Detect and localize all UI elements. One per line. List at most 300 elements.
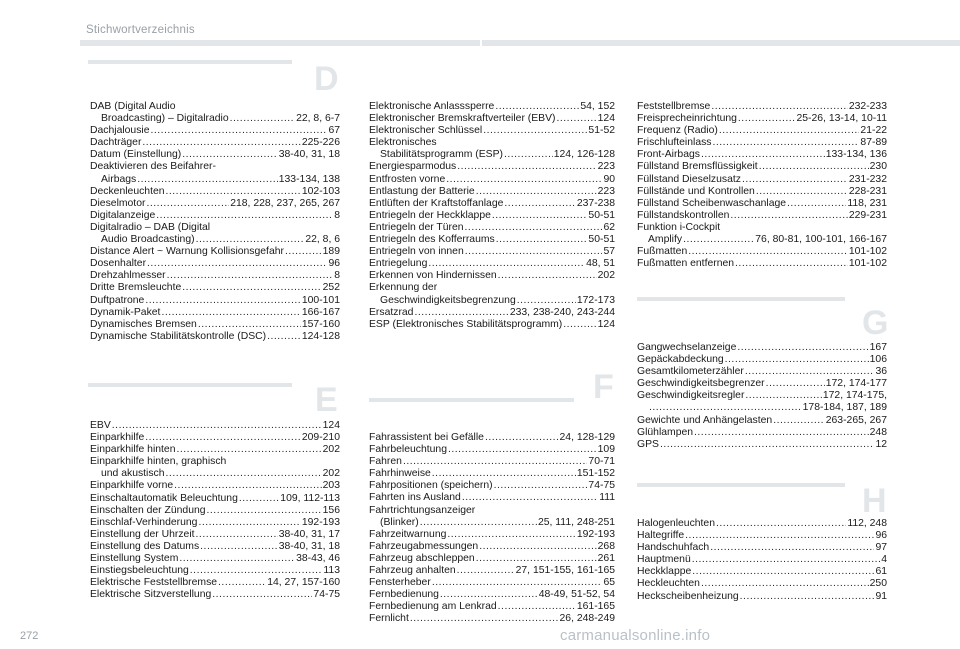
index-pages: 25-26, 13-14, 10-11 <box>796 113 887 125</box>
index-pages: 67 <box>328 125 340 137</box>
index-entry <box>369 258 615 270</box>
index-entry <box>369 270 615 282</box>
index-pages: 252 <box>322 282 340 294</box>
index-entry <box>637 113 887 125</box>
index-pages: 4 <box>881 554 887 566</box>
dot-leader <box>465 222 603 234</box>
index-entry <box>90 444 340 456</box>
section-h-list <box>637 518 887 603</box>
index-pages: 50-51 <box>588 209 615 221</box>
index-term: Fahrzeug anhalten <box>369 565 456 577</box>
index-term: Entriegeln des Kofferraums <box>369 234 495 246</box>
dot-leader <box>166 186 301 198</box>
section-h-rule <box>637 483 845 487</box>
dot-leader <box>161 307 300 319</box>
header-bar-left <box>80 40 480 46</box>
index-pages: 203 <box>322 480 340 492</box>
index-entry <box>369 198 615 210</box>
dot-leader <box>177 444 322 456</box>
index-pages: 48, 51 <box>586 258 615 270</box>
index-pages: 118, 231 <box>847 197 887 209</box>
index-entry <box>90 529 340 541</box>
dot-leader <box>179 553 295 565</box>
index-term: Fahrzeugabmessungen <box>369 540 479 552</box>
index-pages: 133-134, 136 <box>825 149 887 161</box>
index-pages: 209-210 <box>301 432 340 444</box>
index-term: Füllstand Bremsflüssigkeit <box>637 161 758 173</box>
dot-leader <box>738 113 796 125</box>
dot-leader <box>476 553 597 565</box>
dot-leader <box>457 565 515 577</box>
index-term: Fahrpositionen (speichern) <box>369 480 493 492</box>
dot-leader <box>137 174 278 186</box>
index-entry <box>637 518 887 530</box>
dot-leader <box>740 591 875 603</box>
index-term: Geschwindigkeitsbegrenzung <box>380 294 516 306</box>
index-term: Fensterheber <box>369 577 431 589</box>
dot-leader <box>403 456 587 468</box>
dot-leader <box>745 366 875 378</box>
dot-leader <box>494 480 588 492</box>
index-entry <box>369 456 615 468</box>
index-entry <box>369 125 615 137</box>
index-pages: 109, 112-113 <box>280 492 340 504</box>
index-entry <box>369 432 615 444</box>
index-pages: 25, 111, 248-251 <box>537 516 615 528</box>
index-term: Einstiegsbeleuchtung <box>90 565 189 577</box>
dot-leader <box>517 295 576 307</box>
index-pages: 124 <box>322 420 340 431</box>
index-entry <box>369 319 615 331</box>
index-entry <box>369 613 615 625</box>
dot-leader <box>190 565 323 577</box>
dot-leader <box>498 270 597 282</box>
index-pages: 166-167 <box>301 306 340 318</box>
index-term: Einschlaf-Verhinderung <box>90 516 198 528</box>
index-pages: 151-152 <box>576 468 615 480</box>
index-entry <box>90 113 340 125</box>
index-pages: 124 <box>597 113 615 125</box>
dot-leader <box>476 186 597 198</box>
dot-leader <box>730 210 847 222</box>
index-term: Dieselmotor <box>90 197 146 209</box>
index-entry <box>369 529 615 541</box>
index-pages: 172-173 <box>576 294 615 306</box>
section-f-list <box>369 432 615 626</box>
index-entry <box>90 295 340 307</box>
index-entry <box>90 270 340 282</box>
dot-leader <box>112 420 322 432</box>
index-term: Fernlicht <box>369 613 409 625</box>
index-entry <box>90 149 340 161</box>
index-term: Entriegeln von innen <box>369 246 464 258</box>
dot-leader <box>701 578 869 590</box>
index-pages: 8 <box>334 209 340 221</box>
index-pages: 237-238 <box>576 197 615 209</box>
index-entry <box>90 319 340 331</box>
index-entry <box>637 246 887 258</box>
index-term: Füllstände und Kontrollen <box>637 185 755 197</box>
index-entry <box>369 210 615 222</box>
index-entry <box>90 553 340 565</box>
index-term: Broadcasting) – Digitalradio <box>101 113 229 125</box>
index-term: Heckklappe <box>637 566 692 578</box>
index-term: ESP (Elektronisches Stabilitätsprogramm) <box>369 318 563 330</box>
index-entry <box>369 161 615 173</box>
index-entry <box>637 427 887 439</box>
index-entry <box>90 210 340 222</box>
index-entry <box>637 174 887 186</box>
dot-leader <box>267 331 301 343</box>
index-term: Halogenleuchten <box>637 518 715 529</box>
section-e-list <box>90 420 340 601</box>
index-term: Elektronische Anlasssperre <box>369 101 495 112</box>
index-term: Dritte Bremsleuchte <box>90 282 182 294</box>
index-entry <box>637 198 887 210</box>
index-entry <box>90 493 340 505</box>
index-pages: 233, 238-240, 243-244 <box>509 306 615 318</box>
index-pages: 192-193 <box>576 528 615 540</box>
index-pages: 38-43, 46 <box>296 553 340 565</box>
index-term: (Blinker) <box>380 516 419 528</box>
index-pages: 61 <box>875 566 887 578</box>
index-entry <box>369 307 615 319</box>
index-pages: 202 <box>322 468 340 480</box>
index-entry <box>369 186 615 198</box>
dot-leader <box>504 149 553 161</box>
index-entry <box>90 258 340 270</box>
dot-leader <box>713 137 860 149</box>
index-term: Handschuhfach <box>637 542 710 554</box>
index-entry <box>637 210 887 222</box>
dot-leader <box>182 282 321 294</box>
index-pages: 57 <box>603 246 615 258</box>
index-term: und akustisch <box>101 468 165 480</box>
index-pages: 50-51 <box>588 234 615 246</box>
index-entry <box>369 246 615 258</box>
dot-leader <box>414 307 508 319</box>
index-pages: 261 <box>597 552 615 564</box>
index-pages: 112, 248 <box>847 518 887 529</box>
index-term: Stabilitätsprogramm (ESP) <box>380 149 503 161</box>
index-pages: 228-231 <box>848 185 887 197</box>
index-entry <box>637 415 887 427</box>
index-pages: 24, 128-129 <box>559 432 615 443</box>
index-pages: 22, 8, 6-7 <box>296 113 340 125</box>
index-pages: 133-134, 138 <box>278 173 340 185</box>
index-entry <box>637 439 887 451</box>
index-pages: 96 <box>328 258 340 270</box>
index-term: Fahrzeug abschleppen <box>369 552 475 564</box>
index-term: Entriegeln der Türen <box>369 221 464 233</box>
index-pages: 167 <box>869 342 887 353</box>
index-pages: 101-102 <box>848 258 887 270</box>
index-term: Dachjalousie <box>90 125 150 137</box>
index-term: Feststellbremse <box>637 101 711 112</box>
dot-leader <box>649 402 802 414</box>
index-pages: 231-232 <box>848 173 887 185</box>
index-pages: 76, 80-81, 100-101, 166-167 <box>755 234 887 246</box>
index-entry <box>369 565 615 577</box>
index-term: Frequenz (Radio) <box>637 125 718 137</box>
index-term: Entlastung der Batterie <box>369 185 475 197</box>
dot-leader <box>485 432 559 444</box>
index-entry <box>369 174 615 186</box>
index-entry <box>90 565 340 577</box>
dot-leader <box>410 613 559 625</box>
index-entry <box>637 530 887 542</box>
section-e-rule <box>88 383 292 387</box>
index-pages: 12 <box>875 438 887 450</box>
index-entry <box>90 125 340 137</box>
index-pages: 70-71 <box>588 456 615 468</box>
dot-leader <box>465 246 603 258</box>
dot-leader <box>212 589 312 601</box>
index-entry <box>369 517 615 529</box>
index-term: Einparkhilfe <box>90 432 145 444</box>
index-entry <box>637 566 887 578</box>
dot-leader <box>716 518 846 530</box>
dot-leader <box>147 258 327 270</box>
section-g-letter: G <box>862 304 889 342</box>
dot-leader <box>146 198 229 210</box>
dot-leader <box>688 246 848 258</box>
index-term: Audio Broadcasting) <box>101 234 195 246</box>
dot-leader <box>218 577 266 589</box>
index-term: Einschalten der Zündung <box>90 504 206 516</box>
index-term: Füllstand Dieselzusatz <box>637 173 741 185</box>
index-pages: 8 <box>334 270 340 282</box>
index-term: Elektrische Feststellbremse <box>90 577 218 589</box>
index-term: Datum (Einstellung) <box>90 149 182 161</box>
index-term: Fahrzeitwarnung <box>369 528 447 540</box>
dot-leader <box>156 210 333 222</box>
dot-leader <box>145 432 301 444</box>
index-term: Geschwindigkeitsbegrenzer <box>637 378 765 390</box>
index-entry <box>90 432 340 444</box>
index-pages: 225-226 <box>301 137 340 149</box>
index-entry <box>637 591 887 603</box>
index-pages: 38-40, 31, 18 <box>278 149 340 161</box>
section-f-letter: F <box>593 368 614 406</box>
index-entry <box>90 517 340 529</box>
index-pages: 97 <box>875 542 887 554</box>
index-pages: 38-40, 31, 18 <box>278 540 340 552</box>
dot-leader <box>432 577 603 589</box>
section-d-column-3 <box>637 101 887 270</box>
index-term: GPS <box>637 438 659 450</box>
index-term: Gangwechselanzeige <box>637 342 737 353</box>
index-pages: 223 <box>597 185 615 197</box>
index-entry <box>637 161 887 173</box>
index-pages: 26, 248-249 <box>559 613 615 625</box>
dot-leader <box>447 529 575 541</box>
section-f-rule <box>369 398 574 402</box>
index-entry <box>369 492 615 504</box>
index-term: Fahren <box>369 456 402 468</box>
index-entry <box>90 137 340 149</box>
dot-leader <box>719 125 860 137</box>
dot-leader <box>498 601 576 613</box>
dot-leader <box>495 101 579 113</box>
index-term: Dynamische Stabilitätskontrolle (DSC) <box>90 330 267 342</box>
dot-leader <box>196 234 305 246</box>
dot-leader <box>756 186 848 198</box>
index-term: Fahrbeleuchtung <box>369 444 447 456</box>
dot-leader <box>683 234 754 246</box>
index-term: Fahrhinweise <box>369 468 431 480</box>
index-entry <box>90 307 340 319</box>
dot-leader <box>428 258 585 270</box>
index-pages: 14, 27, 157-160 <box>267 577 340 589</box>
index-entry <box>369 480 615 492</box>
index-term: Gepäckabdeckung <box>637 354 724 366</box>
index-pages: 74-75 <box>588 480 615 492</box>
index-term: Hauptmenü <box>637 554 691 566</box>
index-pages: 172, 174-175, <box>822 390 887 402</box>
index-pages: 230 <box>869 161 887 173</box>
index-entry <box>90 282 340 294</box>
index-term: Glühlampen <box>637 426 694 438</box>
index-term: Fahrten ins Ausland <box>369 492 461 504</box>
dot-leader <box>742 174 848 186</box>
index-entry <box>637 554 887 566</box>
index-entry <box>90 234 340 246</box>
index-pages: 124-128 <box>301 330 340 342</box>
dot-leader <box>446 174 602 186</box>
index-pages: 156 <box>322 504 340 516</box>
dot-leader <box>694 427 869 439</box>
dot-leader <box>142 137 300 149</box>
index-term: Einparkhilfe hinten <box>90 444 176 456</box>
dot-leader <box>196 529 278 541</box>
dot-leader <box>685 530 874 542</box>
index-term: Einparkhilfe vorne <box>90 480 174 492</box>
index-term: Entlüften der Kraftstoffanlage <box>369 197 504 209</box>
index-term: EBV <box>90 420 111 431</box>
header-bar-right <box>482 40 960 46</box>
dot-leader <box>504 198 575 210</box>
dot-leader <box>787 198 846 210</box>
index-term: Elektrische Sitzverstellung <box>90 589 212 601</box>
index-entry <box>369 541 615 553</box>
index-entry <box>637 342 887 354</box>
index-term: Digitalanzeige <box>90 209 156 221</box>
index-term: Dynamik-Paket <box>90 306 161 318</box>
section-d-letter: D <box>314 60 339 98</box>
watermark: carmanualsonline.info <box>560 627 711 644</box>
index-entry <box>90 420 340 432</box>
dot-leader <box>448 444 597 456</box>
index-pages: 113 <box>323 565 340 577</box>
index-pages: 91 <box>875 590 887 602</box>
dot-leader <box>198 517 300 529</box>
index-term: Duftpatrone <box>90 294 145 306</box>
index-entry <box>90 468 340 480</box>
page-number: 272 <box>20 630 39 642</box>
index-entry <box>369 444 615 456</box>
section-d-column-1 <box>90 101 340 343</box>
index-pages: 218, 228, 237, 265, 267 <box>230 197 340 209</box>
dot-leader <box>420 517 537 529</box>
index-pages: 124 <box>597 318 615 330</box>
section-d-column-2 <box>369 101 615 331</box>
index-term: Füllstandskontrollen <box>637 209 730 221</box>
index-entry <box>369 589 615 601</box>
index-entry <box>90 577 340 589</box>
dot-leader <box>759 161 869 173</box>
index-pages: 157-160 <box>301 318 340 330</box>
index-entry <box>90 589 340 601</box>
index-pages: 38-40, 31, 17 <box>278 528 340 540</box>
section-h-letter: H <box>862 482 887 520</box>
index-entry-heading: DAB (Digital Audio <box>90 101 176 112</box>
index-pages: 192-193 <box>301 516 340 528</box>
dot-leader <box>239 493 279 505</box>
index-entry <box>369 101 615 113</box>
dot-leader <box>198 319 301 331</box>
dot-leader <box>166 468 322 480</box>
dot-leader <box>479 541 596 553</box>
index-term: Dachträger <box>90 137 142 149</box>
index-pages: 100-101 <box>301 294 340 306</box>
index-term: Elektronischer Bremskraftverteiler (EBV) <box>369 113 556 125</box>
dot-leader <box>200 541 278 553</box>
index-term: Frischlufteinlass <box>637 137 712 149</box>
section-d-rule <box>88 60 292 64</box>
index-term: Front-Airbags <box>637 149 700 161</box>
index-entry-heading: Digitalradio – DAB (Digital <box>90 221 211 233</box>
index-pages: 232-233 <box>848 101 887 112</box>
index-pages: 202 <box>597 270 615 282</box>
index-term: Fahrassistent bei Gefälle <box>369 432 484 443</box>
index-term: Fernbedienung <box>369 589 439 601</box>
index-term: Erkennen von Hindernissen <box>369 270 497 282</box>
index-entry <box>637 578 887 590</box>
index-term: Füllstand Scheibenwaschanlage <box>637 197 787 209</box>
index-entry <box>90 331 340 343</box>
index-term: Energiesparmodus <box>369 161 457 173</box>
index-entry <box>637 258 887 270</box>
index-term: Entriegeln der Heckklappe <box>369 209 491 221</box>
index-term: Airbags <box>101 173 137 185</box>
index-term: Einstellung System <box>90 553 179 565</box>
index-entry <box>369 222 615 234</box>
index-term: Dosenhalter <box>90 258 147 270</box>
index-entry <box>90 480 340 492</box>
dot-leader <box>457 161 596 173</box>
index-entry <box>637 402 887 414</box>
dot-leader <box>492 210 588 222</box>
index-entry <box>369 113 615 125</box>
index-term: Freisprecheinrichtung <box>637 113 737 125</box>
index-entry <box>637 186 887 198</box>
index-pages: 65 <box>603 577 615 589</box>
index-entry <box>637 390 887 402</box>
index-entry <box>637 137 887 149</box>
dot-leader <box>182 149 278 161</box>
dot-leader <box>773 415 825 427</box>
index-pages: 96 <box>875 530 887 542</box>
dot-leader <box>710 542 874 554</box>
dot-leader <box>496 234 588 246</box>
index-pages: 102-103 <box>301 185 340 197</box>
index-entry <box>369 601 615 613</box>
index-pages: 27, 151-155, 161-165 <box>515 565 615 577</box>
index-entry <box>637 354 887 366</box>
index-entry <box>369 577 615 589</box>
index-pages: 172, 174-177 <box>825 378 887 390</box>
